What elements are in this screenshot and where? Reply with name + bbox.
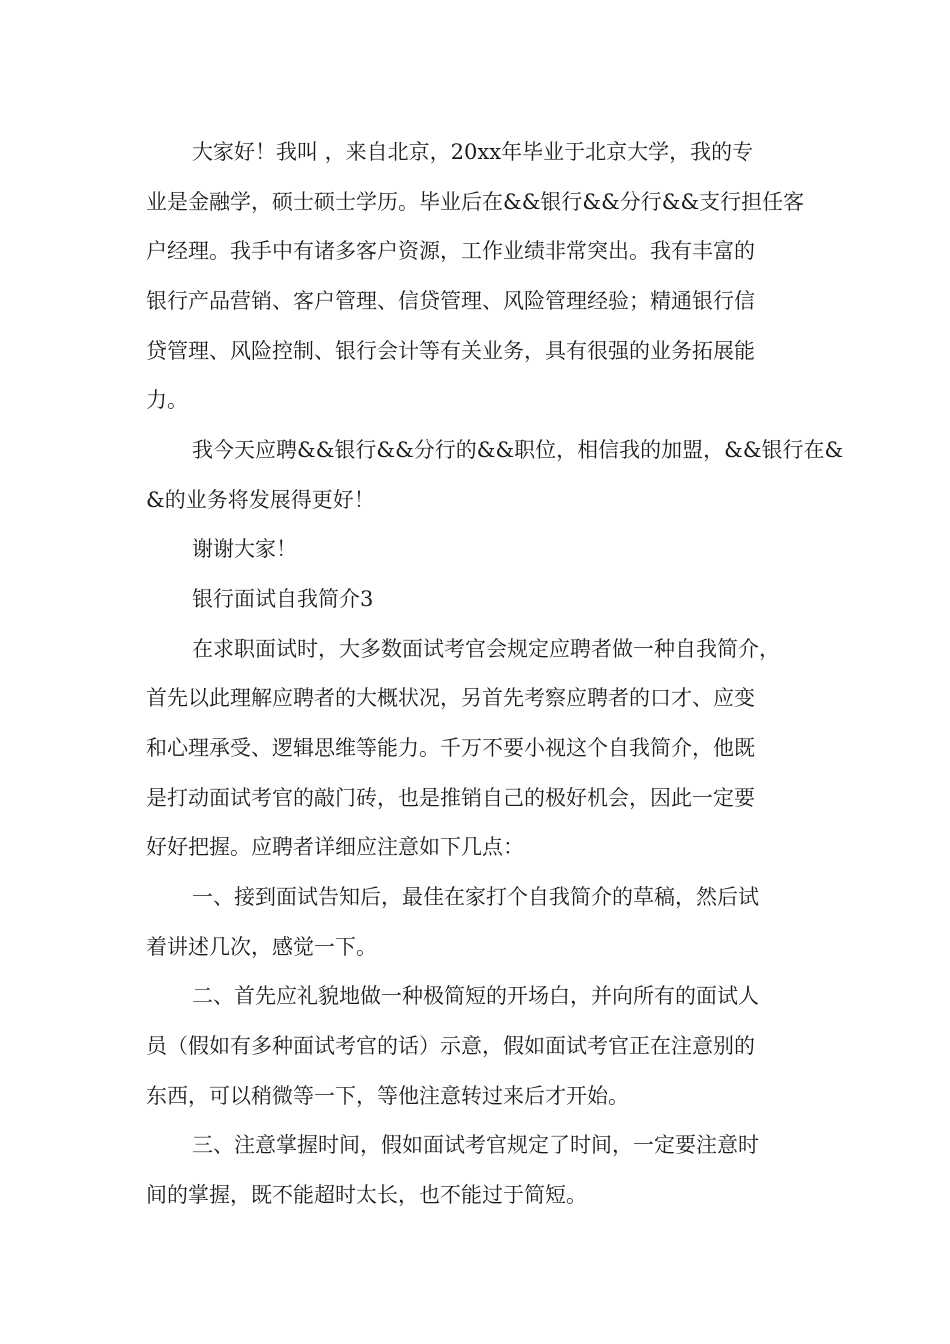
paragraph-line: 我今天应聘&&银行&&分行的&&职位，相信我的加盟，&&银行在& [192,438,844,462]
paragraph-line: 和心理承受、逻辑思维等能力。千万不要小视这个自我简介，他既 [146,736,755,760]
paragraph-line: &的业务将发展得更好！ [146,488,375,512]
paragraph-line: 是打动面试考官的敲门砖，也是推销自己的极好机会，因此一定要 [146,786,755,810]
paragraph-line: 业是金融学，硕士硕士学历。毕业后在&&银行&&分行&&支行担任客 [146,190,805,214]
paragraph-line: 在求职面试时，大多数面试考官会规定应聘者做一种自我简介， [192,637,780,661]
paragraph-line: 好好把握。应聘者详细应注意如下几点： [146,835,524,859]
paragraph-line: 大家好！我叫 ，来自北京，20xx年毕业于北京大学，我的专 [192,140,754,164]
paragraph-line: 间的掌握，既不能超时太长，也不能过于简短。 [146,1183,587,1207]
paragraph-line: 三、注意掌握时间，假如面试考官规定了时间，一定要注意时 [192,1133,759,1157]
paragraph-line: 着讲述几次，感觉一下。 [146,935,377,959]
paragraph-line: 一、接到面试告知后，最佳在家打个自我简介的草稿，然后试 [192,885,759,909]
paragraph-line: 员（假如有多种面试考官的话）示意，假如面试考官正在注意别的 [146,1034,755,1058]
paragraph-line: 二、首先应礼貌地做一种极简短的开场白，并向所有的面试人 [192,984,759,1008]
paragraph-line: 银行产品营销、客户管理、信贷管理、风险管理经验；精通银行信 [146,289,755,313]
paragraph-line: 首先以此理解应聘者的大概状况，另首先考察应聘者的口才、应变 [146,686,755,710]
paragraph-line: 力。 [146,388,188,412]
paragraph-line: 户经理。我手中有诸多客户资源，工作业绩非常突出。我有丰富的 [146,239,755,263]
paragraph-line: 谢谢大家！ [192,537,297,561]
paragraph-line: 贷管理、风险控制、银行会计等有关业务，具有很强的业务拓展能 [146,339,755,363]
paragraph-line: 东西，可以稍微等一下，等他注意转过来后才开始。 [146,1084,629,1108]
section-heading: 银行面试自我简介3 [192,587,374,611]
